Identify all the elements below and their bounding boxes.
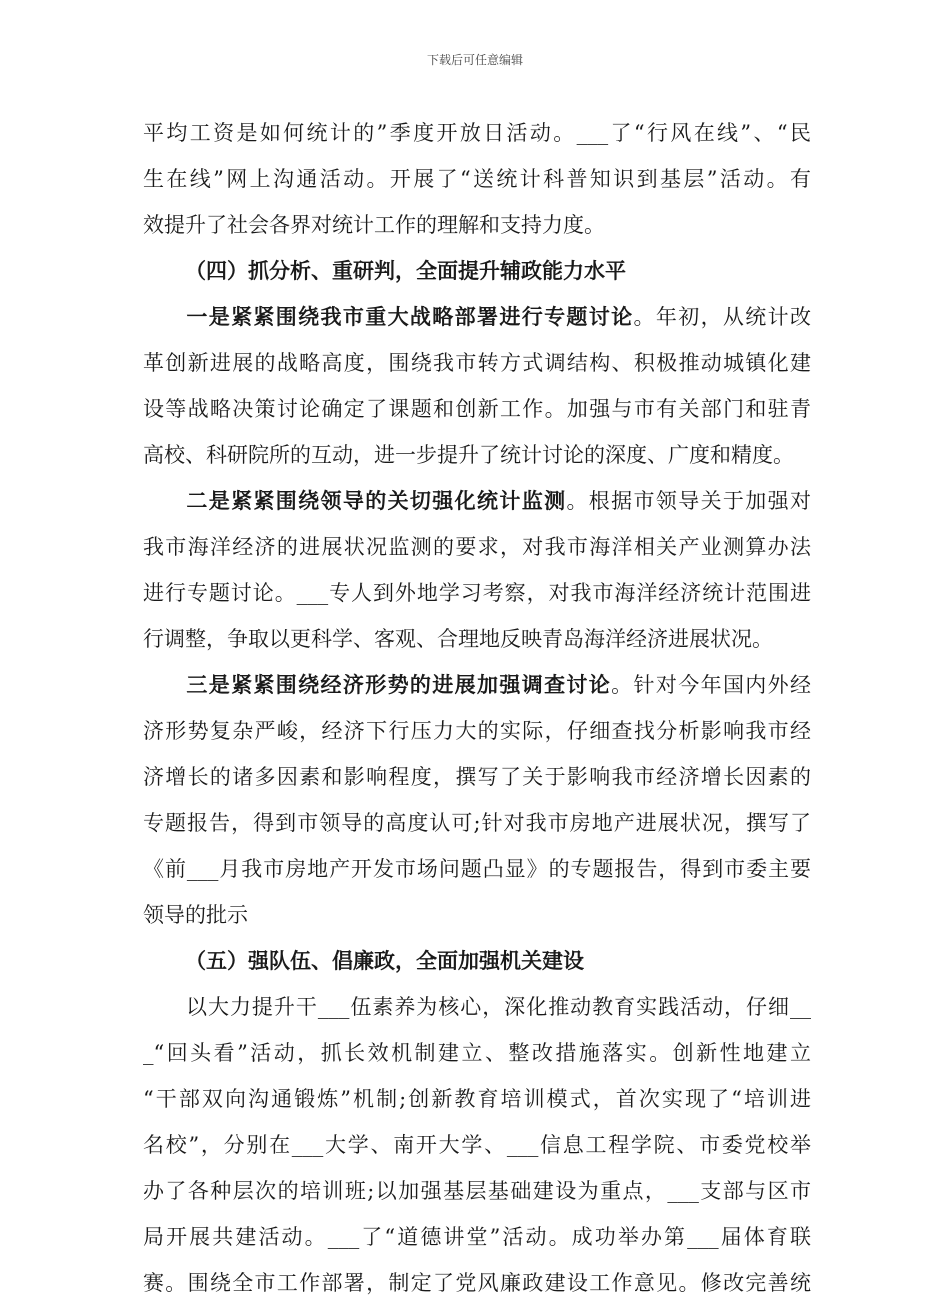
document-body: [143, 110, 811, 1306]
paragraph-line: “干部双向沟通锻炼”机制;创新教育培训模式，首次实现了“培训进: [143, 1087, 811, 1111]
paragraph-line: 行调整，争取以更科学、客观、合理地反映青岛海洋经济进展状况。: [143, 627, 773, 651]
paragraph-line: 局开展共建活动。___了“道德讲堂”活动。成功举办第___届体育联: [143, 1225, 811, 1249]
lead-phrase: 一是紧紧围绕我市重大战略部署进行专题讨论: [185, 304, 634, 329]
paragraph-line: 平均工资是如何统计的”季度开放日活动。___了“行风在线”、“民: [143, 121, 811, 145]
lead-continuation: 。根据市领导关于加强对: [566, 489, 811, 513]
paragraph-line: 办了各种层次的培训班;以加强基层基础建设为重点，___支部与区市: [143, 1179, 811, 1203]
section-heading: （五）强队伍、倡廉政，全面加强机关建设: [185, 948, 584, 973]
lead-continuation: 。年初，从统计改: [633, 305, 811, 329]
paragraph-line: 高校、科研院所的互动，进一步提升了统计讨论的深度、广度和精度。: [143, 443, 794, 467]
paragraph-line: 赛。围绕全市工作部署，制定了党风廉政建设工作意见。修改完善统: [143, 1271, 811, 1295]
paragraph-line: 革创新进展的战略高度，围绕我市转方式调结构、积极推动城镇化建: [143, 351, 811, 375]
paragraph-line: 设等战略决策讨论确定了课题和创新工作。加强与市有关部门和驻青: [143, 397, 811, 421]
paragraph-line: [143, 294, 811, 340]
paragraph-line: 生在线”网上沟通活动。开展了“送统计科普知识到基层”活动。有: [143, 167, 811, 191]
paragraph-start: 以大力提升干___伍素养为核心，深化推动教育实践活动，仔细__: [185, 995, 811, 1019]
paragraph-line: 我市海洋经济的进展状况监测的要求，对我市海洋相关产业测算办法: [143, 535, 811, 559]
paragraph-line: _“回头看”活动，抓长效机制建立、整改措施落实。创新性地建立: [143, 1041, 811, 1065]
lead-phrase: 二是紧紧围绕领导的关切强化统计监测: [185, 488, 567, 513]
paragraph-line: 《前___月我市房地产开发市场问题凸显》的专题报告，得到市委主要: [143, 857, 811, 881]
paragraph-line: 名校”，分别在___大学、南开大学、___信息工程学院、市委党校举: [143, 1133, 811, 1157]
lead-phrase: 三是紧紧围绕经济形势的进展加强调查讨论: [185, 672, 612, 697]
paragraph-line: [143, 478, 811, 524]
paragraph-line: [143, 984, 811, 1030]
section-heading: （四）抓分析、重研判，全面提升辅政能力水平: [185, 258, 626, 283]
paragraph-line: 效提升了社会各界对统计工作的理解和支持力度。: [143, 213, 605, 237]
paragraph-line: 领导的批示: [143, 903, 248, 927]
page-header: 下载后可任意编辑: [426, 53, 523, 67]
paragraph-line: 济增长的诸多因素和影响程度，撰写了关于影响我市经济增长因素的: [143, 765, 811, 789]
paragraph-line: [143, 662, 811, 708]
lead-continuation: 。针对今年国内外经: [611, 673, 811, 697]
paragraph-line: 进行专题讨论。___专人到外地学习考察，对我市海洋经济统计范围进: [143, 581, 811, 605]
paragraph-line: 专题报告，得到市领导的高度认可;针对我市房地产进展状况，撰写了: [143, 811, 811, 835]
paragraph-line: 济形势复杂严峻，经济下行压力大的实际，仔细查找分析影响我市经: [143, 719, 811, 743]
